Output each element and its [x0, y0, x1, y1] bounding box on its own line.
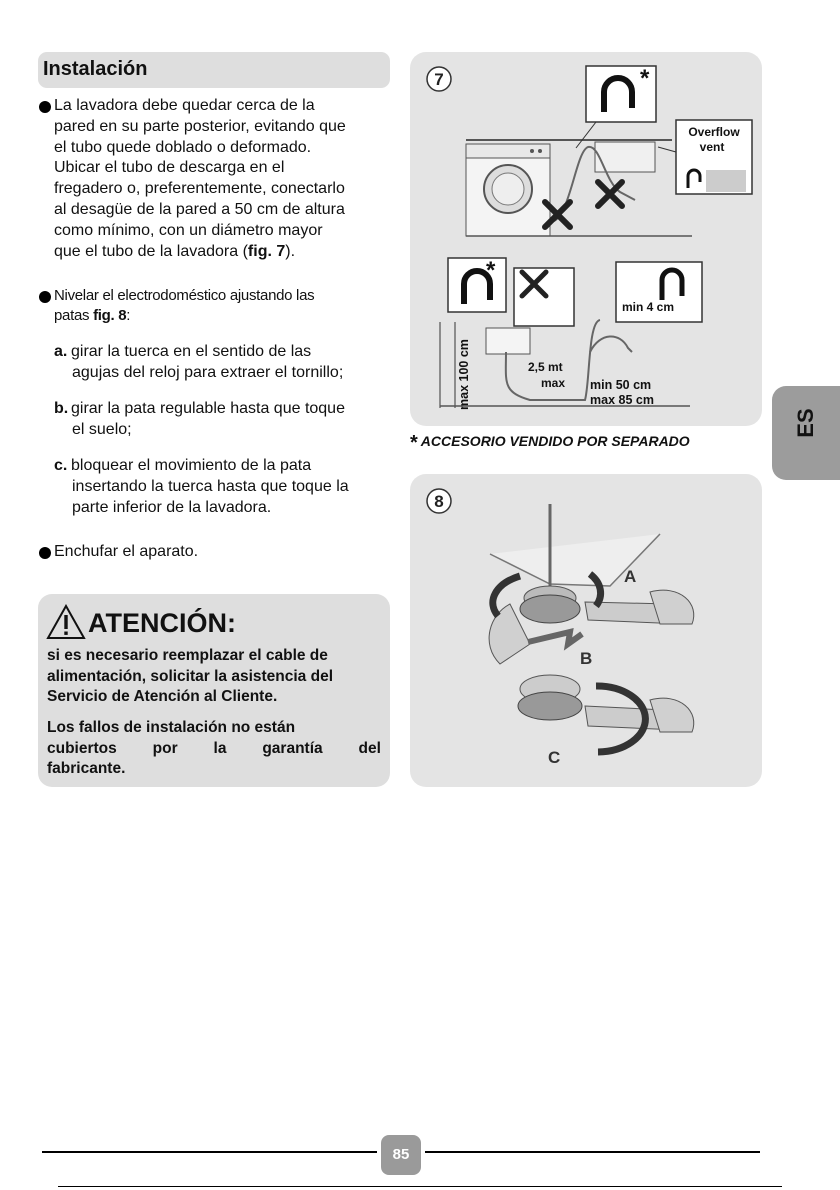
leveling-foot-illustration: [489, 504, 694, 732]
language-tab-label: ES: [793, 408, 818, 438]
warning-icon: [46, 604, 86, 640]
figure-7-panel: [410, 52, 762, 426]
text-line: como mínimo, con un diámetro mayor: [54, 221, 323, 239]
text-span: :: [126, 307, 131, 324]
step-text: girar la pata regulable hasta que toque: [71, 400, 345, 417]
language-tab: [772, 386, 840, 480]
callout-line: [658, 147, 676, 152]
step-key: a.: [54, 343, 68, 360]
step-key: c.: [54, 457, 68, 474]
text-line: [54, 242, 390, 263]
bottom-rule: [58, 1186, 782, 1187]
direction-arrow-icon: [528, 632, 582, 644]
bullet-dot: [39, 101, 51, 113]
overflow-label: Overflow: [688, 125, 740, 139]
hose-guide-inset: [448, 258, 506, 312]
text-span: la: [213, 739, 227, 757]
warning-text-2: [47, 718, 381, 780]
washing-machine-illustration: [466, 144, 550, 236]
step-text: insertando la tuerca hasta que toque la: [72, 477, 349, 495]
sink-illustration: [486, 328, 530, 354]
step-text: bloquear el movimiento de la pata: [71, 457, 312, 474]
text-span: patas: [54, 307, 94, 324]
warning-title: ATENCIÓN:: [88, 608, 236, 638]
text-span: que el tubo de la lavadora (: [54, 242, 248, 260]
drain-hose: [590, 336, 632, 352]
accessory-asterisk: *: [486, 257, 496, 284]
text-span: cubiertos: [47, 739, 117, 757]
max-100-label: max 100 cm: [457, 339, 471, 410]
figure-8-drawing: [410, 474, 762, 787]
text-line: La lavadora debe quedar cerca de la: [54, 97, 315, 114]
figure-reference: fig. 8: [93, 307, 127, 324]
text-line: el tubo quede doblado o deformado.: [54, 138, 312, 156]
cross-mark-icon: [598, 182, 622, 206]
figure-8-panel: [410, 474, 762, 787]
warning-box: [38, 594, 390, 787]
step-text: girar la tuerca en el sentido de las: [71, 343, 312, 360]
text-line: pared en su parte posterior, evitando que: [54, 117, 346, 135]
text-line: Servicio de Atención al Cliente.: [47, 688, 278, 705]
text-line: si es necesario reemplazar el cable de: [47, 647, 328, 664]
accessory-asterisk: *: [640, 65, 650, 92]
warning-text-1: [47, 646, 381, 708]
step-a: [54, 342, 390, 384]
asterisk-mark: *: [410, 432, 418, 454]
text-line: alimentación, solicitar la asistencia del: [47, 667, 334, 685]
step-text: agujas del reloj para extraer el tornillo;: [72, 363, 344, 381]
callout-line: [576, 122, 596, 148]
accessory-note-text: ACCESORIO VENDIDO POR SEPARADO: [420, 433, 690, 449]
text-span: por: [152, 739, 178, 757]
page-number: 85: [381, 1135, 421, 1175]
footer-rule-left: [42, 1151, 377, 1153]
figure-number: 8: [434, 492, 444, 511]
label-a: A: [624, 567, 637, 586]
section-header: [38, 52, 390, 88]
step-key: b.: [54, 400, 69, 417]
min-50-label: min 50 cm: [590, 378, 652, 392]
text-span: ).: [285, 242, 296, 260]
paragraph-leveling: [54, 286, 390, 326]
label-c: C: [548, 748, 561, 767]
label-b: B: [580, 649, 593, 668]
hose-length-label: 2,5 mt: [528, 360, 563, 374]
text-line: fabricante.: [47, 760, 126, 777]
step-text: el suelo;: [72, 420, 132, 438]
water-level: [706, 170, 746, 192]
text-line: Los fallos de instalación no están: [47, 719, 296, 736]
paragraph-plug: Enchufar el aparato.: [54, 543, 199, 560]
figure-reference: fig. 7: [247, 242, 286, 260]
min-4-label: min 4 cm: [622, 300, 675, 314]
text-line: [54, 306, 390, 326]
figure-7-drawing: [410, 52, 762, 426]
text-line: [47, 739, 381, 760]
bullet-dot: [39, 291, 51, 303]
accessory-note: [410, 432, 690, 455]
text-span: del: [358, 739, 381, 757]
text-span: garantía: [262, 739, 323, 757]
text-line: Ubicar el tubo de descarga en el: [54, 159, 285, 177]
hose-max-label: max: [541, 376, 566, 390]
step-b: [54, 399, 390, 441]
step-text: parte inferior de la lavadora.: [72, 498, 272, 516]
paragraph-installation: [54, 96, 390, 262]
figure-number: 7: [434, 70, 444, 89]
section-title: Instalación: [43, 58, 148, 80]
bullet-dot: [39, 547, 51, 559]
footer-rule-right: [425, 1151, 760, 1153]
step-c: [54, 456, 390, 518]
max-85-label: max 85 cm: [590, 393, 654, 407]
text-line: al desagüe de la pared a 50 cm de altura: [54, 200, 345, 218]
vent-label: vent: [699, 140, 725, 154]
text-line: Nivelar el electrodoméstico ajustando las: [54, 287, 315, 304]
rotate-arrow-icon: [590, 574, 601, 606]
text-line: fregadero o, preferentemente, conectarlo: [54, 180, 345, 198]
